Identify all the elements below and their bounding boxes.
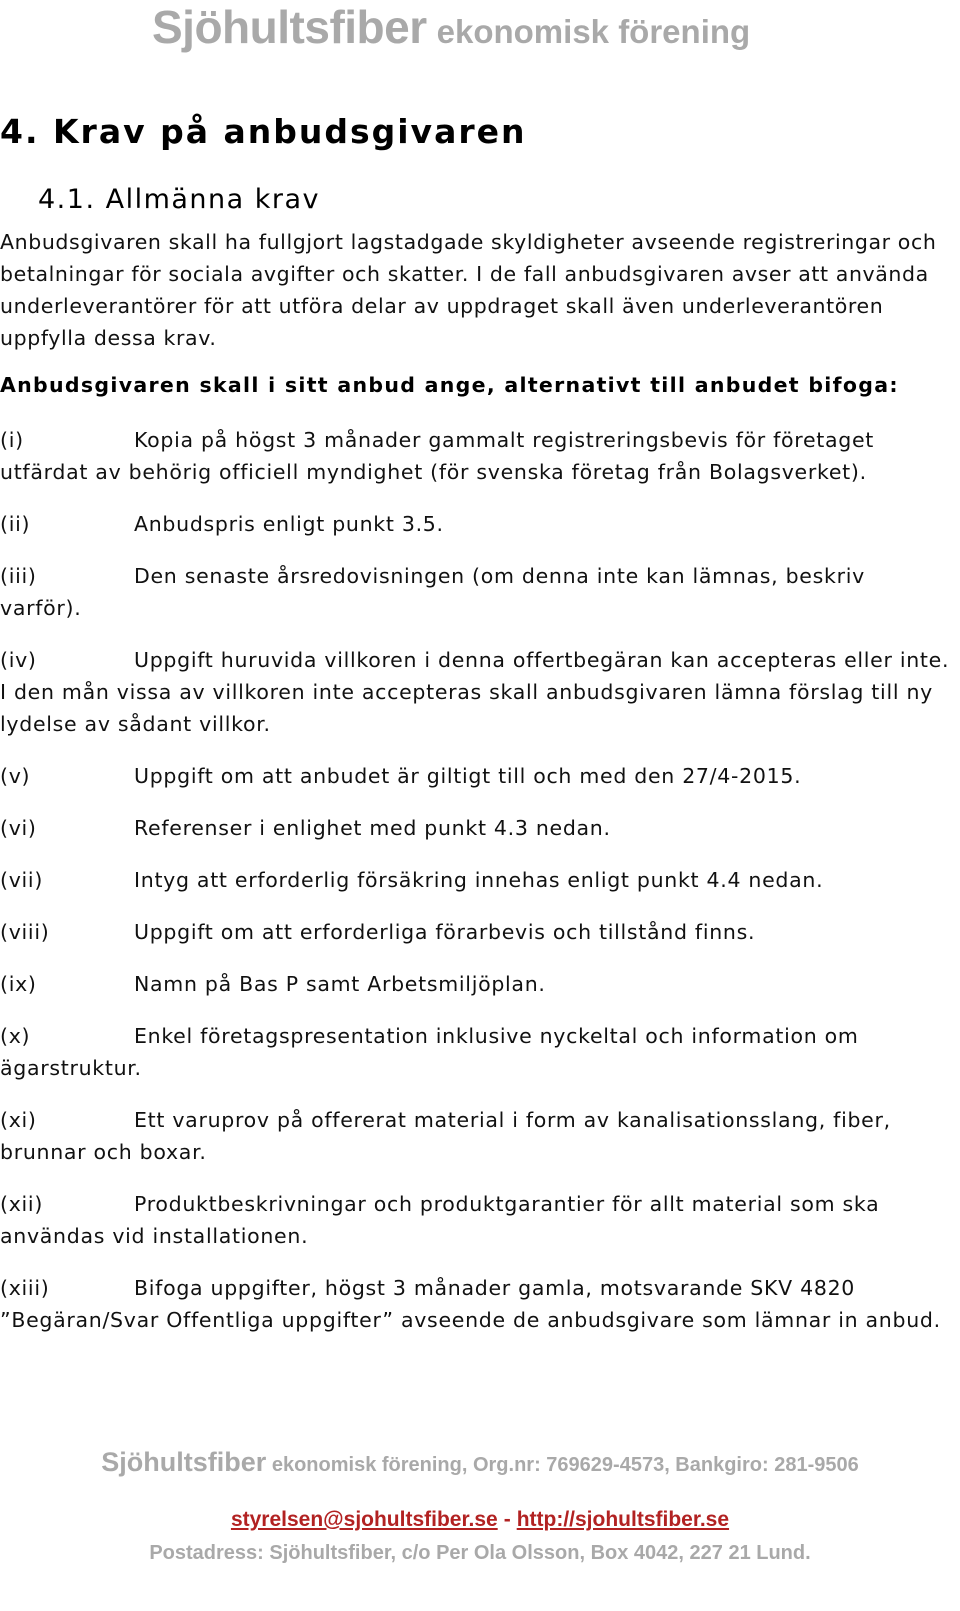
- requirement-text: Ett varuprov på offererat material i form av kanalisationsslang, fiber, brunnar och boxar.: [0, 1108, 891, 1164]
- subsection-title: 4.1. Allmänna krav: [38, 184, 321, 215]
- footer-postal-address: Postadress: Sjöhultsfiber, c/o Per Ola Olsson, Box 4042, 227 21 Lund.: [149, 1542, 811, 1564]
- letterhead-org-type: ekonomisk förening: [436, 13, 751, 50]
- section-title: 4. Krav på anbudsgivaren: [0, 112, 527, 151]
- requirement-text: Anbudspris enligt punkt 3.5.: [134, 512, 444, 536]
- requirement-text: Produktbeskrivningar och produktgarantier för allt material som ska användas vid installationen.: [0, 1192, 880, 1248]
- requirement-item: [0, 560, 950, 624]
- requirement-item: [0, 916, 950, 948]
- requirement-number: (xiii): [0, 1276, 50, 1300]
- requirement-number: (ii): [0, 512, 31, 536]
- requirement-number: (iii): [0, 564, 37, 588]
- requirement-item: [0, 644, 950, 740]
- footer-website-link[interactable]: http://sjohultsfiber.se: [516, 1508, 730, 1531]
- letterhead: [152, 0, 750, 54]
- requirement-item: [0, 864, 950, 896]
- requirement-text: Enkel företagspresentation inklusive nyckeltal och information om ägarstruktur.: [0, 1024, 859, 1080]
- requirements-intro: Anbudsgivaren skall i sitt anbud ange, alternativt till anbudet bifoga:: [0, 373, 899, 397]
- requirement-item: [0, 1188, 950, 1252]
- requirement-text: Uppgift om att anbudet är giltigt till och med den 27/4-2015.: [134, 764, 802, 788]
- requirement-item: [0, 1020, 950, 1084]
- footer-separator: -: [503, 1508, 511, 1531]
- requirement-item: [0, 508, 950, 540]
- requirement-number: (vi): [0, 816, 37, 840]
- requirement-text: Uppgift om att erforderliga förarbevis och tillstånd finns.: [134, 920, 756, 944]
- requirement-item: [0, 760, 950, 792]
- footer-org-line: [0, 1447, 960, 1478]
- requirement-number: (ix): [0, 972, 37, 996]
- requirement-text: Den senaste årsredovisningen (om denna inte kan lämnas, beskriv varför).: [0, 564, 865, 620]
- requirement-text: Intyg att erforderlig försäkring innehas enligt punkt 4.4 nedan.: [134, 868, 824, 892]
- requirement-item: [0, 812, 950, 844]
- requirement-text: Namn på Bas P samt Arbetsmiljöplan.: [134, 972, 546, 996]
- requirement-number: (v): [0, 764, 31, 788]
- requirement-item: [0, 424, 950, 488]
- general-requirements-paragraph: Anbudsgivaren skall ha fullgjort lagstadgade skyldigheter avseende registreringar och betalningar för sociala avgifter och skatter. I de fall anbudsgivaren avser att använda underleverantörer för att utföra delar av uppdraget skall även underleverantören uppfylla dessa krav.: [0, 230, 937, 350]
- requirement-number: (xi): [0, 1108, 37, 1132]
- requirements-list: [0, 424, 950, 1356]
- requirement-number: (xii): [0, 1192, 44, 1216]
- footer-org-name: Sjöhultsfiber: [101, 1447, 267, 1477]
- footer-email-link[interactable]: styrelsen@sjohultsfiber.se: [230, 1508, 498, 1531]
- requirement-text: Kopia på högst 3 månader gammalt registreringsbevis för företaget utfärdat av behörig officiell myndighet (för svenska företag från Bolagsverket).: [0, 428, 875, 484]
- requirement-number: (i): [0, 428, 24, 452]
- requirement-item: [0, 1272, 950, 1336]
- requirement-number: (iv): [0, 648, 37, 672]
- letterhead-org-name: Sjöhultsfiber: [152, 1, 427, 53]
- requirement-text: Bifoga uppgifter, högst 3 månader gamla, motsvarande SKV 4820 ”Begäran/Svar Offentliga uppgifter” avseende de anbudsgivare som lämnar in anbud.: [0, 1276, 941, 1332]
- requirement-text: Referenser i enlighet med punkt 4.3 nedan.: [134, 816, 611, 840]
- requirement-item: [0, 968, 950, 1000]
- requirement-number: (vii): [0, 868, 44, 892]
- requirement-item: [0, 1104, 950, 1168]
- requirement-number: (x): [0, 1024, 31, 1048]
- requirement-text: Uppgift huruvida villkoren i denna offertbegäran kan accepteras eller inte. I den mån vissa av villkoren inte accepteras skall anbudsgivaren lämna förslag till ny lydelse av sådant villkor.: [0, 648, 950, 736]
- footer-contact-line: [0, 1508, 960, 1532]
- footer-org-details: ekonomisk förening, Org.nr: 769629-4573, Bankgiro: 281-9506: [271, 1454, 859, 1476]
- requirement-number: (viii): [0, 920, 50, 944]
